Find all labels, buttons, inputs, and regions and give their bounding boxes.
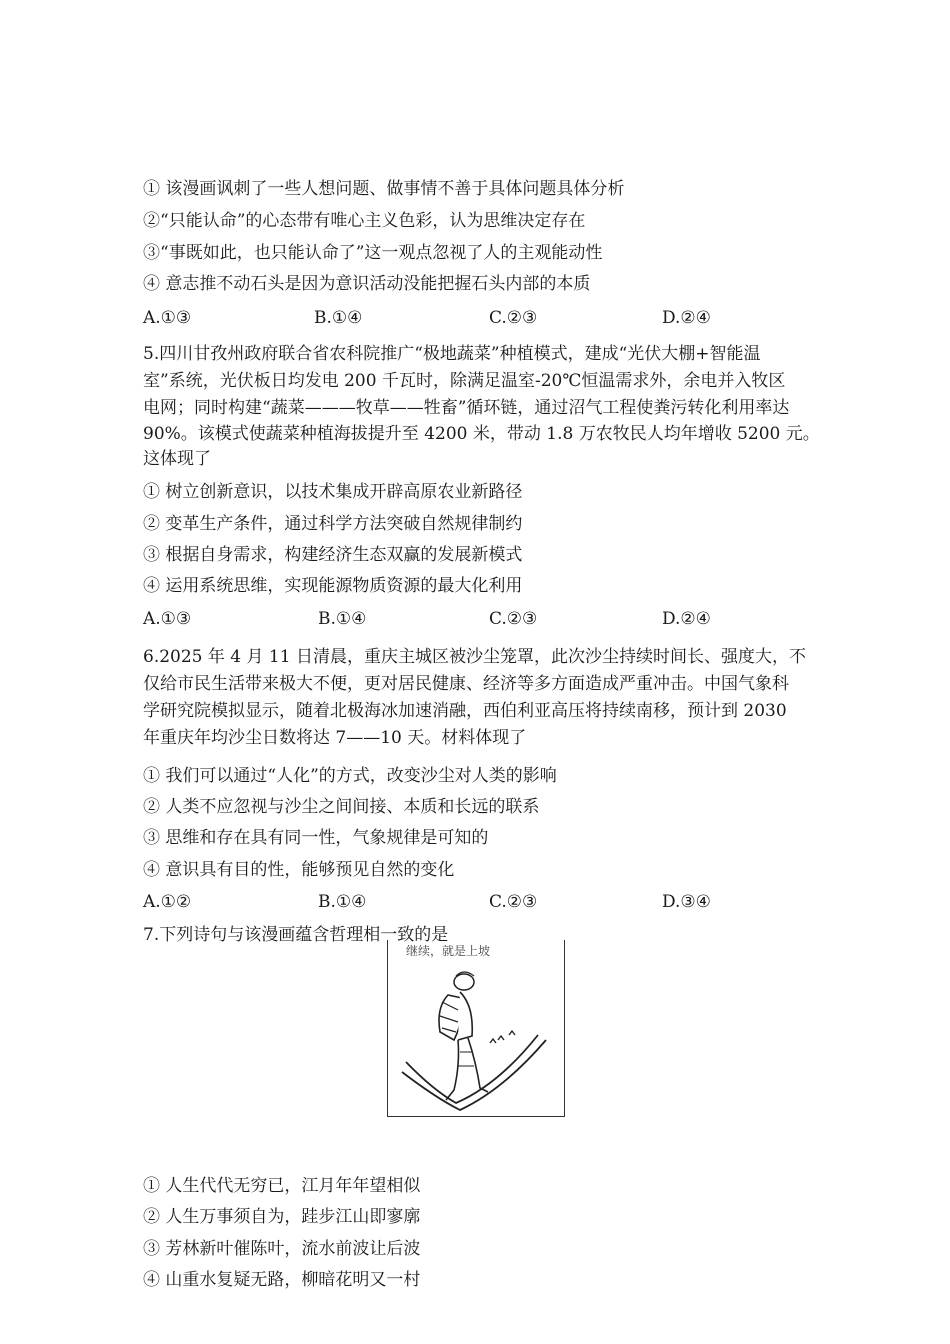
q5-option-d: D.②④	[662, 609, 711, 629]
q6-option-c: C.②③	[489, 892, 538, 912]
q6-stem-line-1: 6.2025 年 4 月 11 日清晨，重庆主城区被沙尘笼罩，此次沙尘持续时间长、强度大，不	[143, 647, 806, 667]
q5-stem-line-3: 电网；同时构建“蔬菜———牧草——牲畜”循环链，通过沼气工程使粪污转化利用率达	[143, 398, 790, 418]
q6-statement-4: ④ 意识具有目的性，能够预见自然的变化	[143, 860, 455, 880]
q4-option-b: B.①④	[314, 308, 363, 328]
q5-statement-4: ④ 运用系统思维，实现能源物质资源的最大化利用	[143, 576, 523, 596]
climber-illustration	[388, 940, 563, 1115]
q4-option-a: A.①③	[143, 308, 192, 328]
q5-stem-line-4: 90%。该模式使蔬菜种植海拔提升至 4200 米，带动 1.8 万农牧民人均年增收 5200 元。	[143, 424, 820, 444]
q7-statement-2: ② 人生万事须自为，跬步江山即寥廓	[143, 1207, 421, 1227]
q5-stem-line-1: 5.四川甘孜州政府联合省农科院推广“极地蔬菜”种植模式，建成“光伏大棚+智能温	[143, 344, 761, 364]
q5-option-c: C.②③	[489, 609, 538, 629]
q6-stem-line-3: 学研究院模拟显示，随着北极海冰加速消融，西伯利亚高压将持续南移，预计到 2030	[143, 701, 787, 721]
q4-statement-4: ④ 意志推不动石头是因为意识活动没能把握石头内部的本质	[143, 274, 591, 294]
q6-statement-1: ① 我们可以通过“人化”的方式，改变沙尘对人类的影响	[143, 766, 557, 786]
q5-option-a: A.①③	[143, 609, 192, 629]
q5-statement-2: ② 变革生产条件，通过科学方法突破自然规律制约	[143, 514, 523, 534]
q6-option-d: D.③④	[662, 892, 711, 912]
q7-statement-1: ① 人生代代无穷已，江月年年望相似	[143, 1176, 421, 1196]
q6-stem-line-4: 年重庆年均沙尘日数将达 7——10 天。材料体现了	[143, 728, 527, 748]
q4-option-c: C.②③	[489, 308, 538, 328]
q6-statement-2: ② 人类不应忽视与沙尘之间间接、本质和长远的联系	[143, 797, 540, 817]
q4-statement-2: ②“只能认命”的心态带有唯心主义色彩，认为思维决定存在	[143, 211, 586, 231]
q4-statement-1: ① 该漫画讽刺了一些人想问题、做事情不善于具体问题具体分析	[143, 179, 625, 199]
q6-statement-3: ③ 思维和存在具有同一性，气象规律是可知的	[143, 828, 489, 848]
q4-option-d: D.②④	[662, 308, 711, 328]
q7-stem: 7.下列诗句与该漫画蕴含哲理相一致的是	[143, 925, 449, 945]
q6-stem-line-2: 仅给市民生活带来极大不便，更对居民健康、经济等多方面造成严重冲击。中国气象科	[143, 674, 789, 694]
q5-stem-line-2: 室”系统，光伏板日均发电 200 千瓦时，除满足温室-20℃恒温需求外，余电并入牧区	[143, 371, 786, 391]
cartoon-figure	[387, 940, 565, 1117]
q6-option-a: A.①②	[143, 892, 192, 912]
q5-statement-1: ① 树立创新意识，以技术集成开辟高原农业新路径	[143, 482, 523, 502]
q7-statement-3: ③ 芳林新叶催陈叶，流水前波让后波	[143, 1239, 421, 1259]
q5-statement-3: ③ 根据自身需求，构建经济生态双赢的发展新模式	[143, 545, 523, 565]
cartoon-caption: 继续，就是上坡	[406, 944, 491, 958]
q6-option-b: B.①④	[318, 892, 367, 912]
q7-statement-4: ④ 山重水复疑无路，柳暗花明又一村	[143, 1270, 421, 1290]
q5-option-b: B.①④	[318, 609, 367, 629]
q4-statement-3: ③“事既如此，也只能认命了”这一观点忽视了人的主观能动性	[143, 243, 603, 263]
q5-stem-line-5: 这体现了	[143, 449, 211, 469]
